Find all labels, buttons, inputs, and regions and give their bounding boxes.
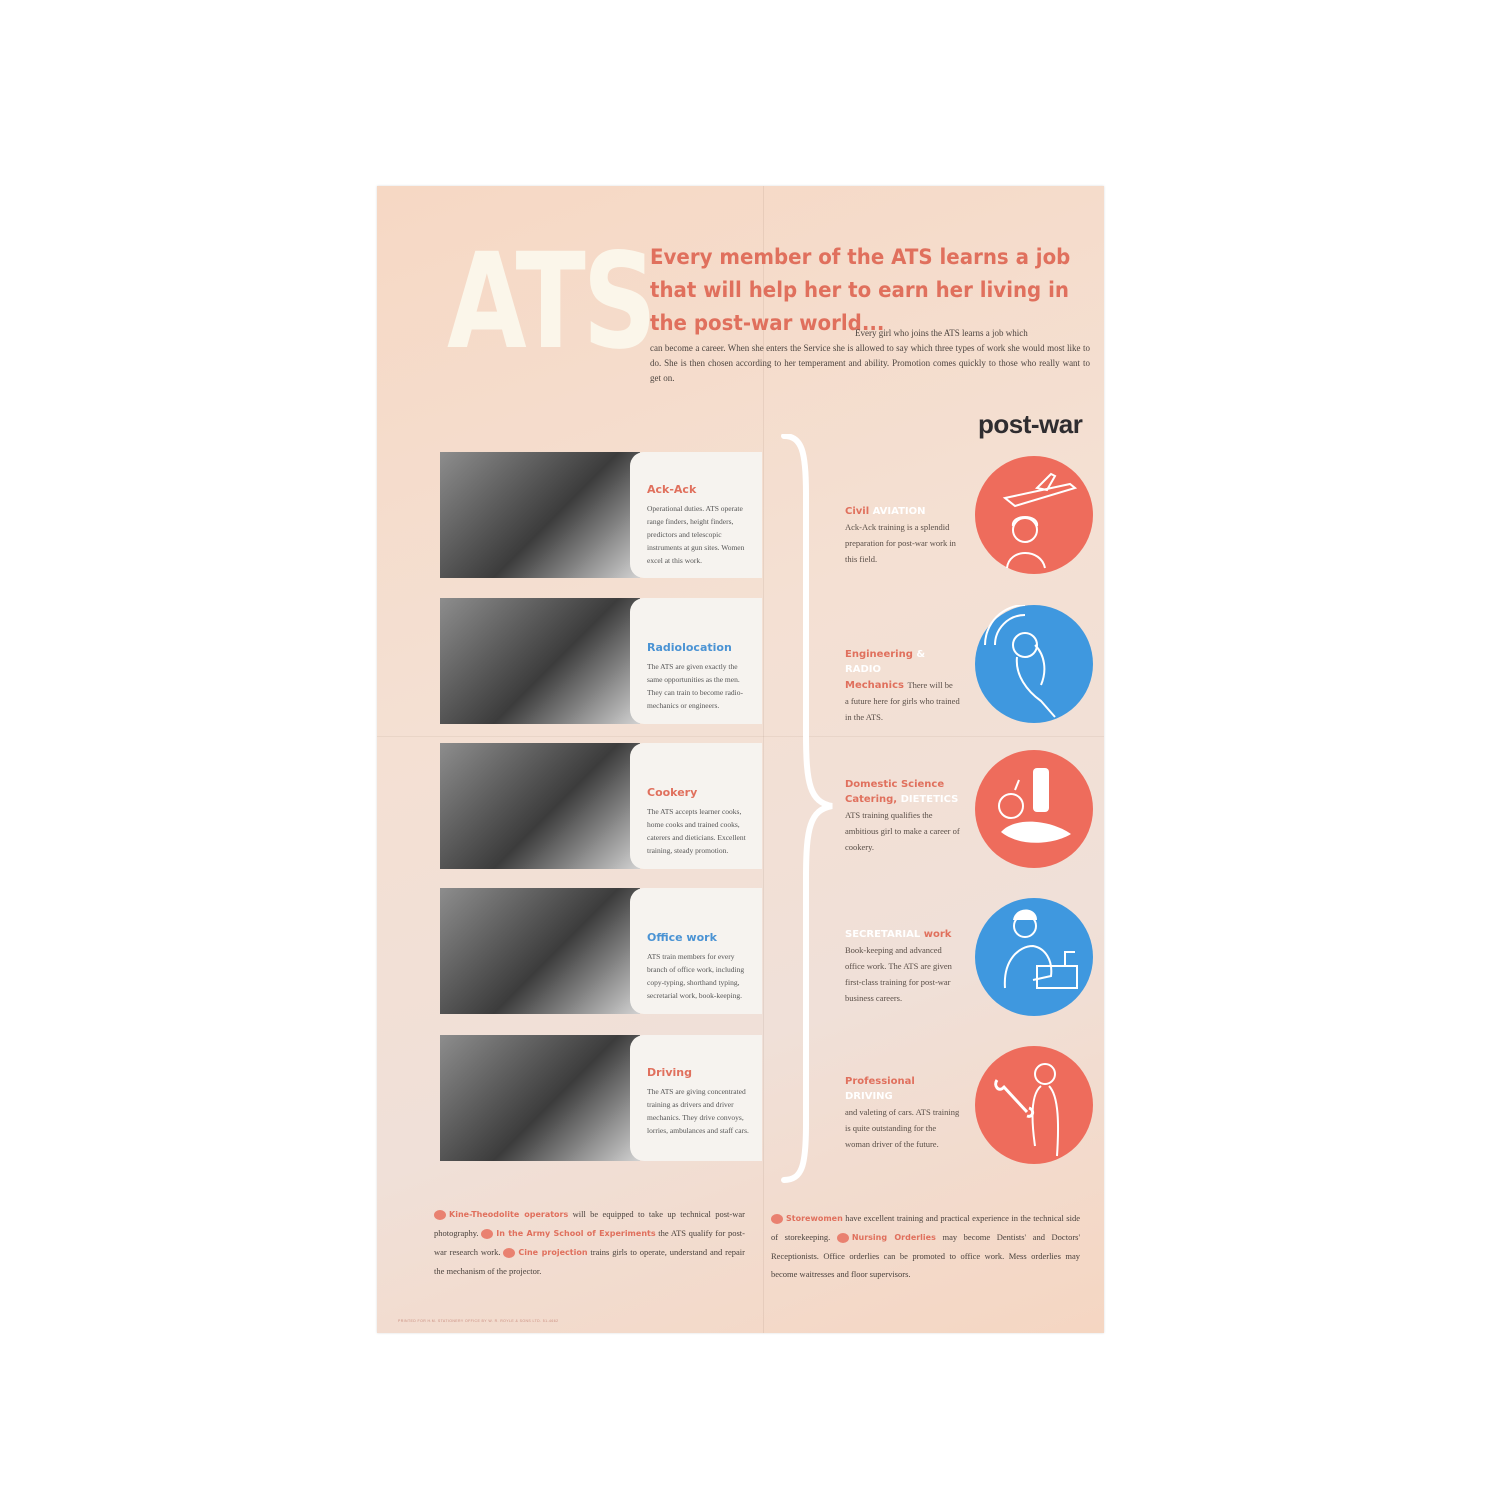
career-desc: a future here for girls who trained in the ATS. (845, 696, 960, 722)
career-aviation (845, 504, 963, 567)
career-secretarial (845, 927, 963, 1006)
radiolocation-photo (440, 598, 640, 724)
job-desc: Operational duties. ATS operate range finders, height finders, predictors and telescopic instruments at gun sites. Women excel at this work. (647, 504, 745, 565)
job-desc: The ATS are giving concentrated training as drivers and driver mechanics. They drive convoys, lorries, ambulances and staff cars. (647, 1087, 749, 1135)
intro-lead: Every girl who joins the ATS learns a job which (855, 328, 1028, 338)
job-desc: ATS train members for every branch of office work, including copy-typing, shorthand typing, secretarial work, book-keeping. (647, 952, 745, 1000)
job-title: Radiolocation (647, 641, 732, 654)
job-title: Cookery (647, 786, 698, 799)
job-card (440, 888, 762, 1014)
job-desc: The ATS are given exactly the same opportunities as the men. They can train to become radio-mechanics or engineers. (647, 662, 743, 710)
food-icon (975, 750, 1093, 868)
career-title: Domestic Science Catering, DIETETICS (845, 779, 959, 805)
headline-line: Every member of the ATS learns a job (650, 245, 1071, 270)
fold-line-horizontal (377, 736, 1104, 737)
career-engineering (845, 647, 963, 725)
career-domestic-science (845, 777, 963, 855)
career-title: Civil AVIATION (845, 506, 926, 517)
headline-line: that will help her to earn her living in (650, 278, 1069, 303)
headline-line: the post-war world... (650, 311, 885, 336)
career-title: SECRETARIAL work (845, 929, 952, 940)
camera-icon (434, 1210, 446, 1220)
job-title: Ack-Ack (647, 483, 697, 496)
career-desc: Ack-Ack training is a splendid preparation for post-war work in this field. (845, 522, 956, 564)
career-driving (845, 1074, 963, 1152)
bottom-left-text: Kine-Theodolite operators will be equipped to take up technical post-war photography. In the Army School of Experiments the ATS qualify for post-war research work. Cine projection trains girls to operate, understand and repair the mechanism of the projector. (434, 1209, 745, 1276)
postwar-title: post-war (978, 409, 1083, 439)
intro-rest: can become a career. When she enters the Service she is allowed to say which three types of work she would most like to do. She is then chosen according to her temperament and ability. Promotion comes quickly to those who really want to get on. (650, 343, 1090, 383)
nursing-icon (837, 1233, 849, 1243)
job-title: Office work (647, 931, 717, 944)
job-title: Driving (647, 1066, 692, 1079)
career-desc: ATS training qualifies the ambitious girl to make a career of cookery. (845, 810, 960, 852)
projector-icon (503, 1248, 515, 1258)
career-title: Professional DRIVING (845, 1076, 915, 1102)
radio-mechanic-icon (975, 605, 1093, 723)
ack-ack-photo (440, 452, 640, 578)
curly-brace (780, 434, 840, 1184)
spanner-icon (975, 1046, 1093, 1164)
career-desc: Book-keeping and advanced office work. The ATS are given first-class training for post-war business careers. (845, 945, 952, 1003)
job-card (440, 598, 762, 724)
driving-photo (440, 1035, 640, 1161)
office-work-photo (440, 888, 640, 1014)
career-desc: and valeting of cars. ATS training is quite outstanding for the woman driver of the future. (845, 1107, 960, 1149)
cookery-photo (440, 743, 640, 869)
aviation-icon (975, 456, 1093, 574)
printer-imprint: PRINTED FOR H.M. STATIONERY OFFICE BY W. R. ROYLE & SONS LTD. 51-4662 (398, 1319, 559, 1323)
career-title: Engineering & RADIO Mechanics There will be (845, 649, 953, 691)
ats-logo: ATS (447, 225, 654, 379)
experiment-icon (481, 1229, 493, 1239)
store-icon (771, 1214, 783, 1224)
typist-icon (975, 898, 1093, 1016)
job-card (440, 1035, 762, 1161)
bottom-right-text: Storewomen have excellent training and practical experience in the technical side of storekeeping. Nursing Orderlies may become Dentists' and Doctors' Receptionists. Office orderlies can be promoted to office work. Mess orderlies may become waitresses and floor supervisors. (771, 1213, 1080, 1279)
intro-paragraph (650, 326, 1090, 386)
job-desc: The ATS accepts learner cooks, home cooks and trained cooks, caterers and dieticians. Excellent training, steady promotion. (647, 807, 746, 855)
job-card (440, 743, 762, 869)
job-card (440, 452, 762, 578)
